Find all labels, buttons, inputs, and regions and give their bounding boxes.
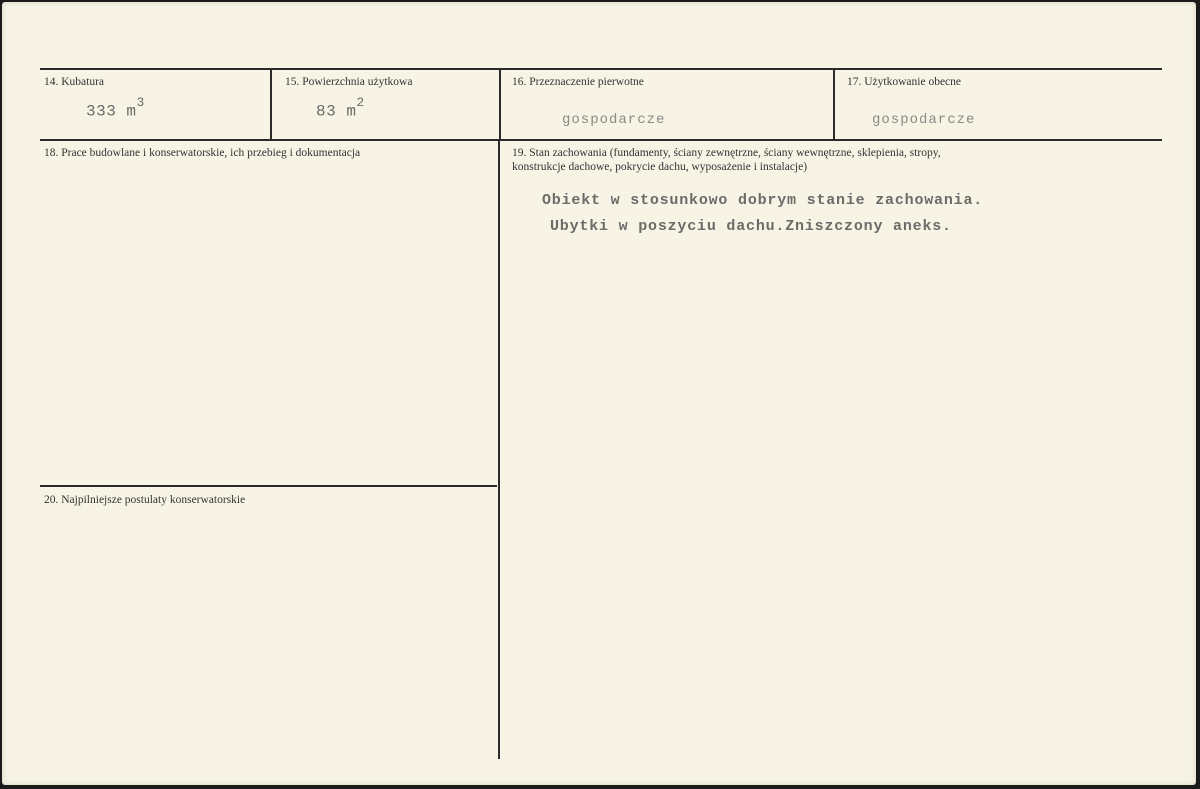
stan-text-line2: Ubytki w poszyciu dachu.Zniszczony aneks.: [550, 218, 952, 235]
przeznaczenie-value: gospodarcze: [562, 112, 666, 128]
divider-15-16: [499, 70, 501, 140]
uzytkowanie-label: 17. Użytkowanie obecne: [847, 76, 962, 88]
postulaty-label: 20. Najpilniejsze postulaty konserwatorskie: [44, 494, 246, 506]
kubatura-value: 333 $m^3$: [86, 95, 145, 121]
divider-16-17: [833, 70, 835, 140]
powierzchnia-label: 15. Powierzchnia użytkowa: [285, 76, 413, 88]
divider-14-15: [270, 70, 272, 140]
przeznaczenie-label: 16. Przeznaczenie pierwotne: [512, 76, 644, 88]
stan-label-line2: konstrukcje dachowe, pokrycie dachu, wyposażenie i instalacje): [512, 161, 808, 173]
prace-label: 18. Prace budowlane i konserwatorskie, ich przebieg i dokumentacja: [44, 147, 361, 159]
uzytkowanie-value: gospodarcze: [872, 112, 976, 128]
kubatura-label: 14. Kubatura: [44, 76, 105, 88]
main-divider: [498, 141, 500, 759]
stan-text-line1: Obiekt w stosunkowo dobrym stanie zachowania.: [542, 192, 984, 209]
powierzchnia-value: 83 $m^2$: [316, 95, 365, 121]
stan-label-line1: 19. Stan zachowania (fundamenty, ściany zewnętrzne, ściany wewnętrzne, sklepienia, stropy,: [512, 147, 941, 159]
record-card: [2, 2, 1196, 785]
header-bottom-rule: [40, 139, 1162, 141]
top-rule: [40, 68, 1162, 70]
section-20-rule: [40, 485, 497, 487]
